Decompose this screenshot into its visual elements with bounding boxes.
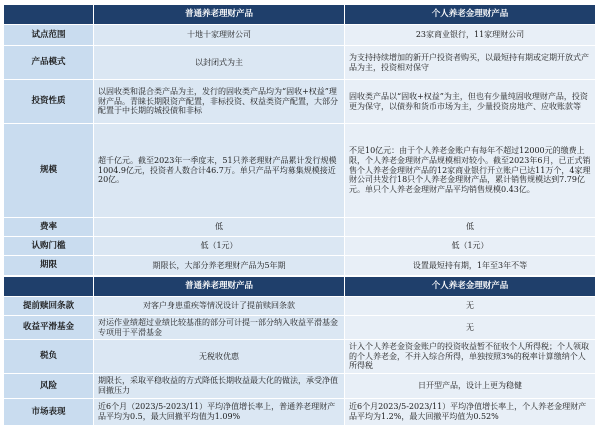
table-row — [4, 297, 596, 316]
cell-personal: 23家商业银行，11家理财公司 — [345, 25, 596, 46]
header-personal-pension-wealth: 个人养老金理财产品 — [345, 5, 596, 25]
cell-personal: 低（1元） — [345, 237, 596, 256]
table-row — [4, 46, 596, 80]
cell-ordinary: 对运作业绩超过业绩比较基准的部分可计提一部分纳入收益平滑基金专项用于平滑基金 — [94, 316, 345, 340]
cell-personal: 设置最短持有期，1年至3年不等 — [345, 256, 596, 276]
cell-personal: 不足10亿元：由于个人养老金账户有每年不超过12000元的缴费上限，个人养老金理财产品规模相对较小。截至2023年6月，已正式销售个人养老金理财产品的12家商业银行开立账户已达11万个，4家理财公司共发行18只个人养老金理财产品，累计销售规模达到7.79亿元。单只个人养老金理财产品平均销售规模0.43亿。 — [345, 124, 596, 218]
header-ordinary-pension-wealth: 普通养老理财产品 — [94, 277, 345, 297]
cell-personal: 为支持持续增加的新开户投资者购买，以最短持有期或定期开放式产品为主，投资相对保守 — [345, 46, 596, 80]
corner-cell — [4, 277, 94, 297]
cell-ordinary: 无税收优惠 — [94, 340, 345, 374]
cell-ordinary: 以固收类和混合类产品为主，发行的固收类产品均为“固收+权益”理财产品。青睐长期限资产配置，非标投资、权益类资产配置，大部分配置于中长期的城投债和非标 — [94, 80, 345, 124]
cell-ordinary: 对客户身患重疾等情况设计了提前赎回条款 — [94, 297, 345, 316]
cell-ordinary: 超千亿元。截至2023年一季度末，51只养老理财产品累计发行规模1004.9亿元，投资者人数合计46.7万。单只产品平均募集规模接近20亿。 — [94, 124, 345, 218]
cell-personal: 日开型产品，设计上更为稳健 — [345, 374, 596, 399]
table-row — [4, 124, 596, 218]
cell-ordinary: 十地十家理财公司 — [94, 25, 345, 46]
row-label: 规模 — [4, 124, 94, 218]
row-label: 收益平滑基金 — [4, 316, 94, 340]
row-label: 风险 — [4, 374, 94, 399]
table-row — [4, 374, 596, 399]
cell-ordinary: 低（1元） — [94, 237, 345, 256]
table-header-row — [4, 5, 596, 25]
header-ordinary-pension-wealth: 普通养老理财产品 — [94, 5, 345, 25]
comparison-table-top — [3, 4, 596, 276]
row-label: 认购门槛 — [4, 237, 94, 256]
corner-cell — [4, 5, 94, 25]
row-label: 投资性质 — [4, 80, 94, 124]
row-label: 市场表现 — [4, 399, 94, 426]
cell-ordinary: 近6个月（2023/5-2023/11）平均净值增长率上，普通养老理财产品平均为0.5，最大回撤平均值为1.09% — [94, 399, 345, 426]
table-row — [4, 25, 596, 46]
table-header-row — [4, 277, 596, 297]
table-row — [4, 237, 596, 256]
cell-ordinary: 低 — [94, 218, 345, 237]
table-row — [4, 218, 596, 237]
cell-personal: 计入个人养老金资金账户的投资收益暂不征收个人所得税；个人领取的个人养老金，不并入综合所得，单独按照3%的税率计算缴纳个人所得税 — [345, 340, 596, 374]
cell-personal: 近6个月2023/5-2023/11）平均净值增长率上，个人养老金理财产品平均为1.2%，最大回撤平均值为0.52% — [345, 399, 596, 426]
row-label: 税负 — [4, 340, 94, 374]
row-label: 提前赎回条款 — [4, 297, 94, 316]
cell-ordinary: 期限长，采取平稳收益的方式降低长期收益最大化的做法，承受净值回撤压力 — [94, 374, 345, 399]
cell-personal: 无 — [345, 297, 596, 316]
cell-personal: 固收类产品以“固收+权益”为主，但也有少量纯固收理财产品，投资更为保守，以债券和货币市场为主，少量投资房地产、应收账款等 — [345, 80, 596, 124]
comparison-table-bottom — [3, 276, 596, 426]
table-row — [4, 316, 596, 340]
row-label: 期限 — [4, 256, 94, 276]
cell-ordinary: 期限长，大部分养老理财产品为5年期 — [94, 256, 345, 276]
cell-personal: 低 — [345, 218, 596, 237]
header-personal-pension-wealth: 个人养老金理财产品 — [345, 277, 596, 297]
table-row — [4, 340, 596, 374]
row-label: 试点范围 — [4, 25, 94, 46]
cell-personal: 无 — [345, 316, 596, 340]
table-row — [4, 80, 596, 124]
row-label: 产品模式 — [4, 46, 94, 80]
table-row — [4, 399, 596, 426]
table-row — [4, 256, 596, 276]
row-label: 费率 — [4, 218, 94, 237]
cell-ordinary: 以封闭式为主 — [94, 46, 345, 80]
